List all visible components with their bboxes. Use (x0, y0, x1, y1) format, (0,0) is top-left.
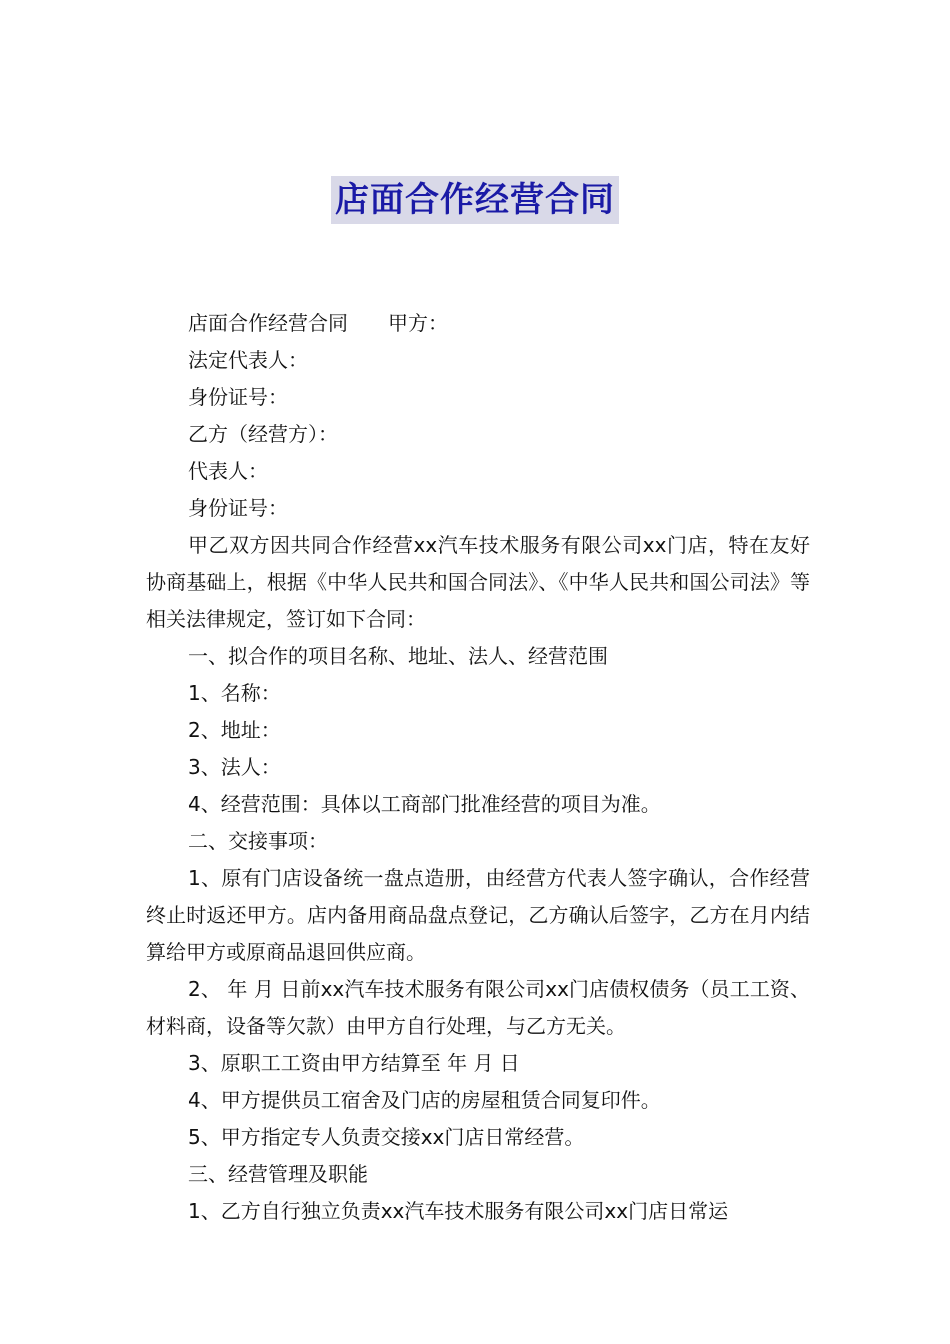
paragraph: 1、原有门店设备统一盘点造册，由经营方代表人签字确认，合作经营终止时返还甲方。店内备用商品盘点登记，乙方确认后签字，乙方在月内结算给甲方或原商品退回供应商。 (146, 866, 810, 964)
paragraph: 3、原职工工资由甲方结算至 年 月 日 (188, 1051, 520, 1075)
paragraph: 4、甲方提供员工宿舍及门店的房屋租赁合同复印件。 (188, 1088, 661, 1112)
paragraph: 2、 年 月 日前xx汽车技术服务有限公司xx门店债权债务（员工工资、材料商，设备等欠款）由甲方自行处理，与乙方无关。 (146, 977, 810, 1038)
paragraph: 乙方（经营方）： (188, 422, 338, 446)
paragraph: 一、拟合作的项目名称、地址、法人、经营范围 (188, 644, 608, 668)
document-body (146, 305, 810, 1230)
paragraph: 代表人： (188, 459, 268, 483)
paragraph: 5、甲方指定专人负责交接xx门店日常经营。 (188, 1125, 585, 1149)
document-title: 店面合作经营合同 (331, 176, 619, 224)
paragraph: 店面合作经营合同 甲方： (188, 311, 448, 335)
paragraph: 身份证号： (188, 496, 288, 520)
paragraph: 甲乙双方因共同合作经营xx汽车技术服务有限公司xx门店，特在友好协商基础上，根据《中华人民共和国合同法》、《中华人民共和国公司法》等相关法律规定，签订如下合同： (146, 533, 810, 631)
paragraph: 1、乙方自行独立负责xx汽车技术服务有限公司xx门店日常运 (188, 1199, 729, 1223)
paragraph: 法定代表人： (188, 348, 308, 372)
paragraph: 2、地址： (188, 718, 281, 742)
paragraph: 身份证号： (188, 385, 288, 409)
paragraph: 二、交接事项： (188, 829, 328, 853)
paragraph: 1、名称： (188, 681, 281, 705)
paragraph: 4、经营范围：具体以工商部门批准经营的项目为准。 (188, 792, 661, 816)
paragraph: 三、经营管理及职能 (188, 1162, 368, 1186)
paragraph: 3、法人： (188, 755, 281, 779)
title-wrap (0, 176, 950, 224)
